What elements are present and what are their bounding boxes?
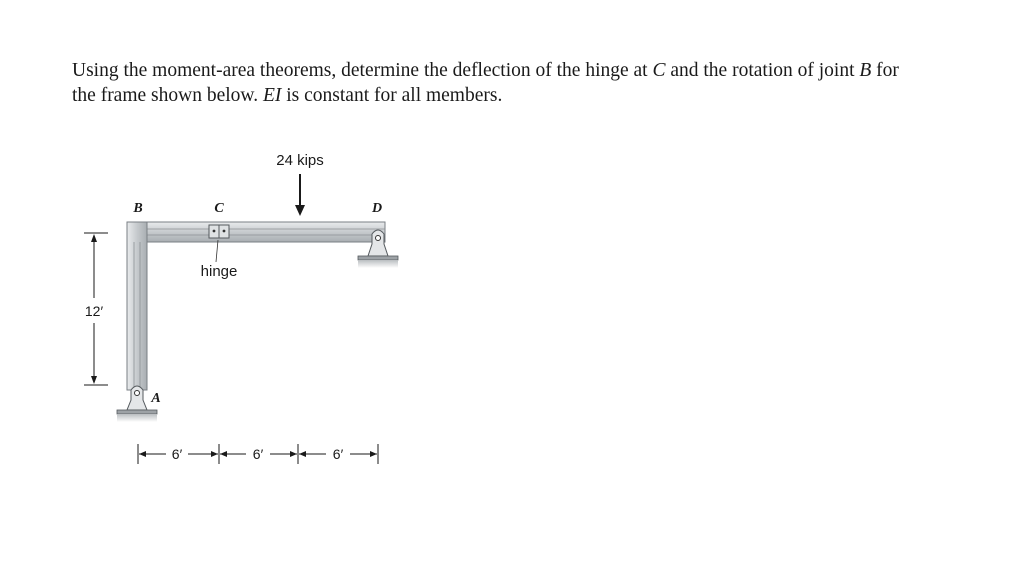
joint-label-b: B	[133, 201, 143, 216]
span-label-2: 6′	[252, 446, 264, 462]
height-dimension-label: 12′	[84, 303, 104, 319]
column-ab	[127, 222, 147, 390]
problem-text: for	[871, 60, 899, 81]
joint-label-d: D	[371, 201, 383, 216]
var-b: B	[859, 60, 872, 81]
var-ei: EI	[262, 85, 282, 106]
beam-bcd	[127, 222, 385, 242]
problem-text: and the rotation of joint	[665, 60, 860, 81]
problem-text: the frame shown below.	[72, 85, 263, 106]
joint-label-a: A	[151, 391, 161, 406]
span-label-3: 6′	[332, 446, 344, 462]
load-arrow	[295, 174, 305, 216]
hinge-c	[209, 225, 229, 262]
problem-text: Using the moment-area theorems, determine the deflection of the hinge at	[72, 60, 653, 81]
span-label-1: 6′	[171, 446, 183, 462]
joint-label-c: C	[214, 201, 224, 216]
var-c: C	[652, 60, 666, 81]
load-label: 24 kips	[276, 152, 324, 169]
hinge-label: hinge	[200, 263, 238, 280]
problem-text: is constant for all members.	[281, 85, 503, 106]
